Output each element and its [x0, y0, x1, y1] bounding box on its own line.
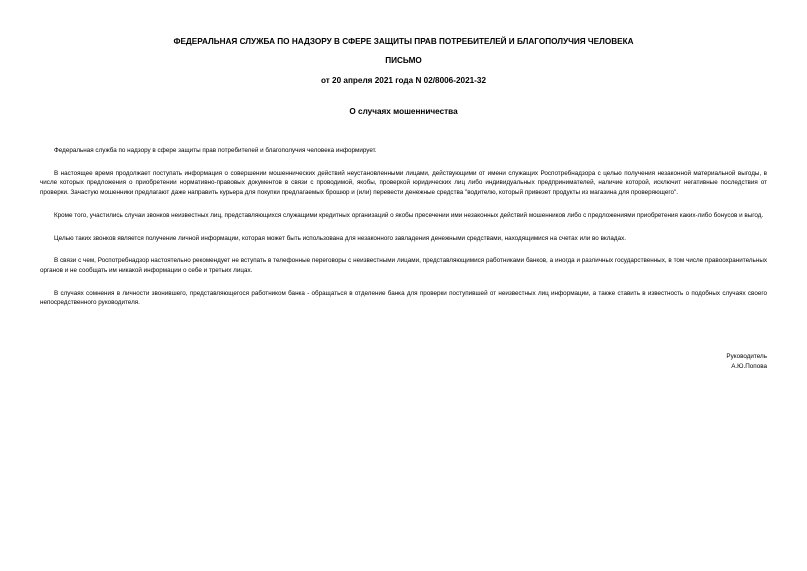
document-subject: О случаях мошенничества — [349, 107, 458, 116]
signature-block — [726, 352, 767, 372]
paragraph-6: В случаях сомнения в личности звонившего, представляющегося работником банка - обращаться в отделение банка для проверки поступившей от неизвестных лиц информации, а также ставить в известность о подобных случаях своего непосредственного руководителя. — [40, 289, 767, 307]
paragraph-2: В настоящее время продолжает поступать информация о совершении мошеннических действий неустановленными лицами, действующими от имени служащих Роспотребнадзора с целью получения незаконной материальной выгоды, в числе которых предложения о приобретении нормативно-правовых документов в связи с проводимой, якобы, проверкой юридических лиц либо индивидуальных предпринимателей, наличие которой, исключит негативные последствия от проверки. Зачастую мошенники предлагают даже направить курьера для покупки предлагаемых брошюр и (или) перевести денежные средства "водителю, который привезет продукты из магазина для проверяющего". — [40, 169, 767, 196]
paragraph-5: В связи с чем, Роспотребнадзор настоятельно рекомендует не вступать в телефонные переговоры с неизвестными лицами, представляющимися работниками банков, а иногда и различных государственных, в том числе правоохранительных органов и не сообщать им никакой информации о себе и третьих лицах. — [40, 257, 767, 274]
signatory-name: А.Ю.Попова — [731, 363, 767, 370]
paragraph-4: Целью таких звонков является получение личной информации, которая может быть использована для незаконного завладения денежными средствами, находящимися на счетах или во вкладах. — [54, 234, 626, 242]
signatory-title: Руководитель — [726, 353, 767, 360]
letter-body — [40, 146, 767, 321]
agency-heading: ФЕДЕРАЛЬНАЯ СЛУЖБА ПО НАДЗОРУ В СФЕРЕ ЗАЩИТЫ ПРАВ ПОТРЕБИТЕЛЕЙ И БЛАГОПОЛУЧИЯ ЧЕЛОВЕКА — [173, 37, 634, 46]
document-date-number: от 20 апреля 2021 года N 02/8006-2021-32 — [320, 76, 487, 85]
document-type: ПИСЬМО — [385, 56, 422, 65]
paragraph-1: Федеральная служба по надзору в сфере защиты прав потребителей и благополучия человека информирует. — [54, 147, 377, 154]
paragraph-3: Кроме того, участились случаи звонков неизвестных лиц, представляющихся служащими кредитных организаций о якобы пресечении ими незаконных действий мошенников либо с предложениями приобретения каких-либо бонусов и выгод. — [54, 211, 764, 219]
